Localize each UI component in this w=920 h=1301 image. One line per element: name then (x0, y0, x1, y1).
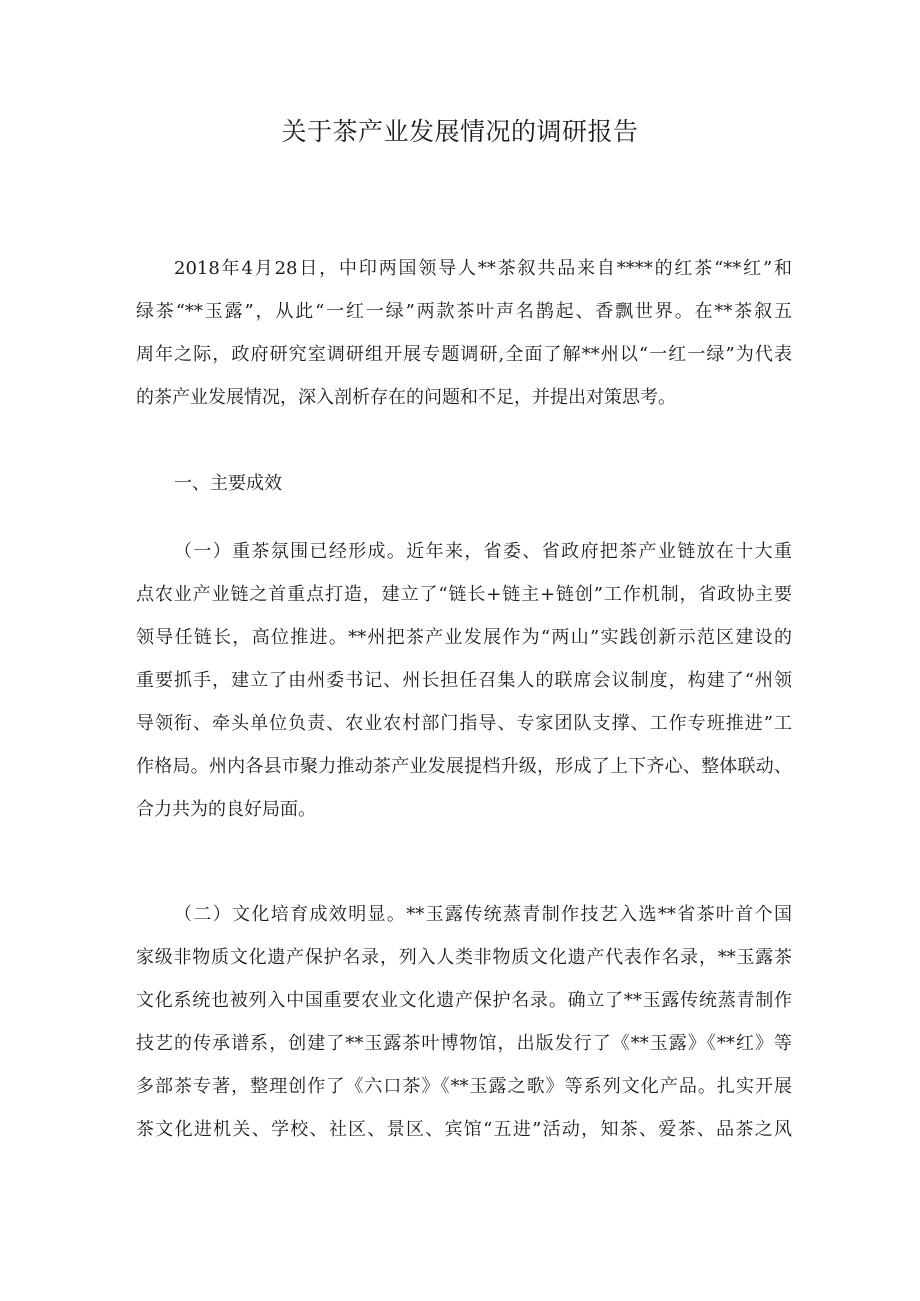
paragraph-line: 领导任链长，高位推进。**州把茶产业发展作为“两山”实践创新示范区建设的 (136, 627, 792, 648)
document-title: 关于茶产业发展情况的调研报告 (281, 117, 639, 146)
section-heading: 一、主要成效 (174, 473, 282, 494)
paragraph-line: （二）文化培育成效明显。**玉露传统蒸青制作技艺入选**省茶叶首个国 (174, 904, 792, 925)
paragraph-line: 茶文化进机关、学校、社区、景区、宾馆“五进”活动，知茶、爱茶、品茶之风 (136, 1119, 792, 1140)
item-paragraph-1 (136, 530, 792, 831)
paragraph-line: 绿茶“**玉露”，从此“一红一绿”两款茶叶声名鹊起、香飘世界。在**茶叙五 (136, 301, 792, 322)
paragraph-line: 2018年4月28日，中印两国领导人**茶叙共品来自****的红茶“**红”和 (174, 258, 792, 279)
paragraph-line: 的茶产业发展情况，深入剖析存在的问题和不足，并提出对策思考。 (136, 387, 676, 408)
paragraph-line: 文化系统也被列入中国重要农业文化遗产保护名录。确立了**玉露传统蒸青制作 (136, 990, 792, 1011)
paragraph-line: 重要抓手，建立了由州委书记、州长担任召集人的联席会议制度，构建了“州领 (136, 670, 792, 691)
paragraph-line: 点农业产业链之首重点打造，建立了“链长+链主+链创”工作机制，省政协主要 (136, 584, 792, 605)
paragraph-line: （一）重茶氛围已经形成。近年来，省委、省政府把茶产业链放在十大重 (174, 541, 792, 562)
item-paragraph-2 (136, 893, 792, 1151)
paragraph-line: 作格局。州内各县市聚力推动茶产业发展提档升级，形成了上下齐心、整体联动、 (136, 756, 792, 777)
paragraph-line: 合力共为的良好局面。 (136, 799, 316, 820)
paragraph-line: 家级非物质文化遗产保护名录，列入人类非物质文化遗产代表作名录，**玉露茶 (136, 947, 792, 968)
paragraph-line: 技艺的传承谱系，创建了**玉露茶叶博物馆，出版发行了《**玉露》《**红》等 (136, 1033, 792, 1054)
paragraph-line: 多部茶专著，整理创作了《六口茶》《**玉露之歌》等系列文化产品。扎实开展 (136, 1076, 792, 1097)
intro-paragraph (136, 247, 792, 419)
paragraph-line: 周年之际，政府研究室调研组开展专题调研,全面了解**州以“一红一绿”为代表 (136, 344, 792, 365)
paragraph-line: 导领衔、牵头单位负责、农业农村部门指导、专家团队支撑、工作专班推进”工 (136, 713, 792, 734)
